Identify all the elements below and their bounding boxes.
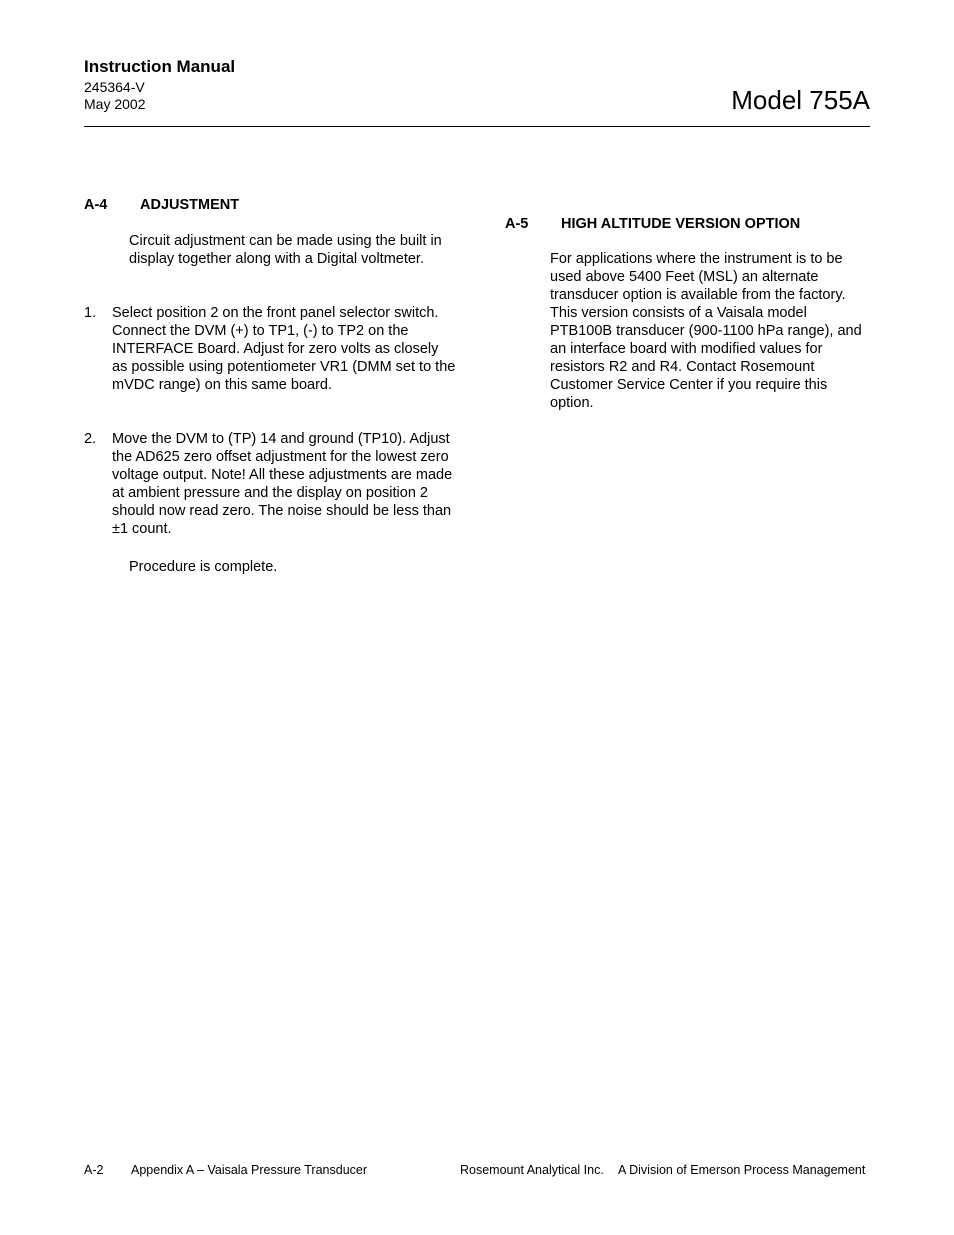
step-text: Select position 2 on the front panel selector switch. Connect the DVM (+) to TP1, (-) to TP2 on the INTERFACE Board. Adjust for zero volts as closely as possible using potentiometer VR1 (DMM set to the mVDC range) on this same board. xyxy=(112,305,456,393)
document-date: May 2002 xyxy=(84,96,146,112)
footer-company: Rosemount Analytical Inc. xyxy=(460,1163,604,1177)
procedure-complete-note: Procedure is complete. xyxy=(129,559,278,575)
step-number: 1. xyxy=(84,305,97,321)
document-number: 245364-V xyxy=(84,79,145,95)
section-a5-heading xyxy=(505,215,865,233)
step-number: 2. xyxy=(84,431,97,447)
section-a5-title: HIGH ALTITUDE VERSION OPTION xyxy=(561,216,801,232)
step-text: Move the DVM to (TP) 14 and ground (TP10). Adjust the AD625 zero offset adjustment for the lowest zero voltage output. Note! All these adjustments are made at ambient pressure and the display on position 2 should now read zero. The noise should be less than ±1 count. xyxy=(112,431,453,537)
footer-appendix-title: Appendix A – Vaisala Pressure Transducer xyxy=(131,1163,368,1177)
section-a5-number: A-5 xyxy=(505,216,529,232)
section-a4-title: ADJUSTMENT xyxy=(140,197,240,213)
adjustment-step-1 xyxy=(84,304,464,414)
adjustment-step-2 xyxy=(84,430,464,540)
section-a4-number: A-4 xyxy=(84,197,108,213)
section-a4-intro: Circuit adjustment can be made using the built in display together along with a Digital voltmeter. xyxy=(129,233,442,267)
header-rule xyxy=(84,126,870,127)
section-a4-heading xyxy=(84,196,384,214)
manual-title: Instruction Manual xyxy=(84,57,236,76)
footer-division: A Division of Emerson Process Management xyxy=(618,1163,866,1177)
model-name: Model 755A xyxy=(731,85,870,115)
section-a5-body: For applications where the instrument is to be used above 5400 Feet (MSL) an alternate transducer option is available from the factory. This version consists of a Vaisala model PTB100B transducer (900-1100 hPa range), and an interface board with modified values for resistors R2 and R4. Contact Rosemount Customer Service Center if you require this option. xyxy=(550,251,862,411)
footer-page-number: A-2 xyxy=(84,1163,104,1177)
